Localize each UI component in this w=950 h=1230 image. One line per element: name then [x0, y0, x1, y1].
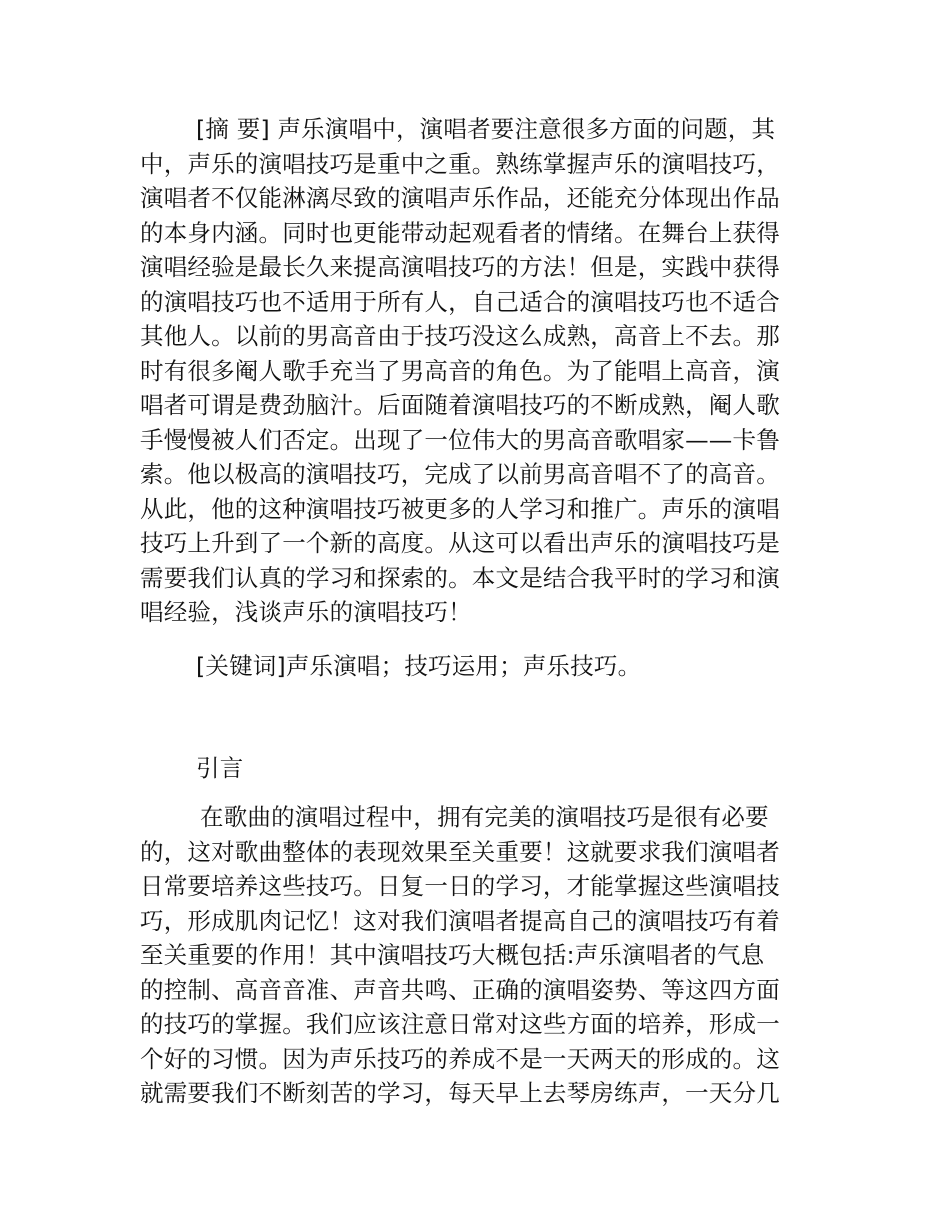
keywords-paragraph [140, 649, 812, 684]
abstract-line: 其他人。以前的男高音由于技巧没这么成熟，高音上不去。那 [140, 322, 780, 350]
intro-paragraph [140, 800, 812, 1111]
abstract-line: 演唱经验是最长久来提高演唱技巧的方法！但是，实践中获得 [140, 253, 780, 281]
abstract-line: 中，声乐的演唱技巧是重中之重。熟练掌握声乐的演唱技巧， [140, 149, 780, 178]
intro-line: 的技巧的掌握。我们应该注意日常对这些方面的培养，形成一 [140, 1010, 780, 1038]
abstract-line: 时有很多阉人歌手充当了男高音的角色。为了能唱上高音，演 [140, 356, 780, 385]
intro-line: 日常要培养这些技巧。日复一日的学习，才能掌握这些演唱技 [140, 872, 780, 900]
abstract-line: 的演唱技巧也不适用于所有人，自己适合的演唱技巧也不适合 [140, 287, 780, 316]
intro-line: 至关重要的作用！其中演唱技巧大概包括:声乐演唱者的气息 [140, 941, 765, 969]
abstract-line: 唱者可谓是费劲脑汁。后面随着演唱技巧的不断成熟，阉人歌 [140, 391, 780, 419]
abstract-line: 演唱者不仅能淋漓尽致的演唱声乐作品，还能充分体现出作品 [140, 184, 780, 212]
abstract-line: 手慢慢被人们否定。出现了一位伟大的男高音歌唱家——卡鲁 [140, 425, 780, 454]
intro-line: 就需要我们不断刻苦的学习，每天早上去琴房练声，一天分几 [140, 1079, 780, 1107]
intro-line: 巧，形成肌肉记忆！这对我们演唱者提高自己的演唱技巧有着 [140, 906, 780, 935]
heading-text: 引言 [196, 754, 244, 782]
abstract-line: [摘 要] 声乐演唱中，演唱者要注意很多方面的问题，其 [196, 115, 776, 143]
keywords-line: [关键词]声乐演唱；技巧运用；声乐技巧。 [196, 652, 642, 680]
abstract-line: 需要我们认真的学习和探索的。本文是结合我平时的学习和演 [140, 563, 780, 592]
section-heading [140, 751, 812, 786]
abstract-line: 从此，他的这种演唱技巧被更多的人学习和推广。声乐的演唱 [140, 494, 780, 523]
abstract-line: 技巧上升到了一个新的高度。从这可以看出声乐的演唱技巧是 [140, 529, 780, 557]
intro-line: 的控制、高音音准、声音共鸣、正确的演唱姿势、等这四方面 [140, 975, 780, 1004]
intro-line: 在歌曲的演唱过程中，拥有完美的演唱技巧是很有必要 [200, 803, 769, 831]
intro-line: 的，这对歌曲整体的表现效果至关重要！这就要求我们演唱者 [140, 837, 780, 866]
abstract-line: 的本身内涵。同时也更能带动起观看者的情绪。在舞台上获得 [140, 218, 780, 247]
abstract-line: 唱经验，浅谈声乐的演唱技巧！ [140, 598, 472, 626]
intro-line: 个好的习惯。因为声乐技巧的养成不是一天两天的形成的。这 [140, 1044, 780, 1073]
abstract-paragraph [140, 112, 812, 630]
abstract-line: 索。他以极高的演唱技巧，完成了以前男高音唱不了的高音。 [140, 460, 780, 488]
